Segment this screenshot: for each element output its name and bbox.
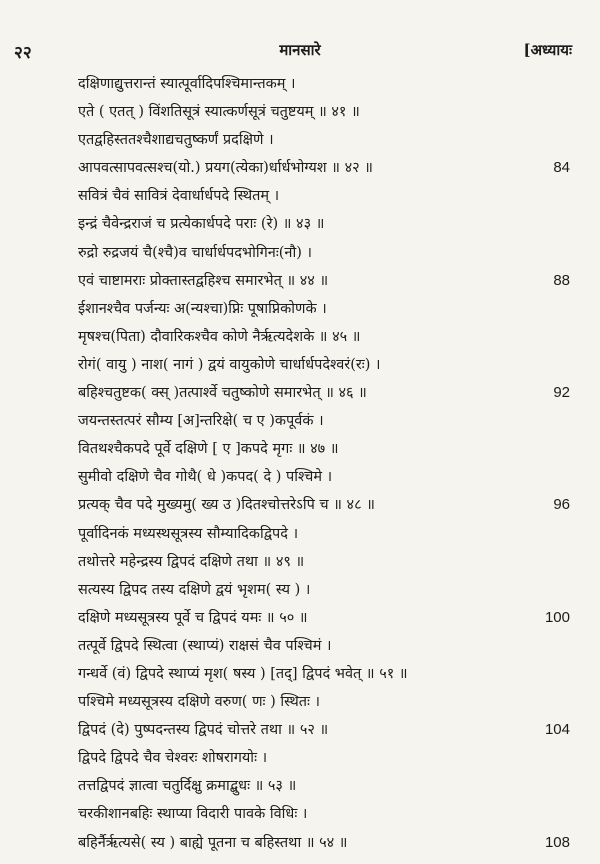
verse-line-text: दक्षिणे मध्यसूत्रस्य पूर्वे च द्विपदं यमः ॥ ५० ॥ bbox=[78, 609, 308, 626]
margin-line-number: 84 bbox=[553, 159, 570, 177]
verse-line-text: तथोत्तरे महेन्द्रस्य द्विपदं दक्षिणे तथा ॥ ४९ ॥ bbox=[78, 553, 305, 570]
verse-line bbox=[0, 688, 600, 716]
verse-line bbox=[0, 829, 600, 857]
verse-line-text: ईशानश्चैव पर्जन्यः अ(न्यश्चा)प्निः पूषाप्निकोणके । bbox=[78, 300, 327, 317]
verse-line-text: एते ( एतत् ) विंशतिसूत्रं स्यात्कर्णसूत्रं चतुष्टयम् ॥ ४१ ॥ bbox=[78, 104, 360, 121]
verse-line bbox=[0, 632, 600, 660]
verse-line-text: चरकीशानबहिः स्थाप्या विदारी पावके विधिः । bbox=[78, 806, 308, 823]
verse-line bbox=[0, 154, 600, 182]
verse-line-text: जयन्तस्तत्परं सौम्य [अ]न्तरिक्षे( च ए )कपूर्वकं । bbox=[78, 413, 324, 430]
verse-line bbox=[0, 491, 600, 519]
verse-line-text: एवं चाष्टामराः प्रोक्तास्तद्वहिश्च समारभेत् ॥ ४४ ॥ bbox=[78, 272, 329, 289]
verse-line bbox=[0, 267, 600, 295]
margin-line-number: 108 bbox=[544, 833, 570, 851]
verse-line-text: मृषश्च(पिता) दौवारिकश्चैव कोणे नैर्ऋत्यदेशके ॥ ४५ ॥ bbox=[78, 328, 361, 345]
verse-line bbox=[0, 98, 600, 126]
verse-line bbox=[0, 463, 600, 491]
verse-line-text: एतद्वहिस्ततश्चैशाद्यचतुष्कर्णं प्रदक्षिणे । bbox=[78, 132, 274, 149]
verse-line bbox=[0, 772, 600, 800]
verse-line bbox=[0, 407, 600, 435]
verse-line-text: तत्तद्विपदं ज्ञात्वा चतुर्दिक्षु क्रमाद्बुधः ॥ ५३ ॥ bbox=[78, 778, 297, 795]
verse-line bbox=[0, 548, 600, 576]
verse-line-text: रुद्रो रुद्रजयं चै(श्चै)व चार्धार्धपदभोगिनः(नौ) । bbox=[78, 244, 313, 261]
margin-line-number: 92 bbox=[553, 384, 570, 402]
verse-line bbox=[0, 660, 600, 688]
verse-line-text: रोगं( वायु ) नाश( नागं ) द्वयं वायुकोणे चार्धार्धपदेश्वरं(रः) । bbox=[78, 356, 381, 373]
margin-line-number: 104 bbox=[544, 721, 570, 739]
verse-line-text: द्विपदं (दे) पुष्पदन्तस्य द्विपदं चोत्तरे तथा ॥ ५२ ॥ bbox=[78, 722, 329, 739]
verse-line-text: वितथश्चैकपदे पूर्वे दक्षिणे [ ए ]कपदे मृगः ॥ ४७ ॥ bbox=[78, 441, 339, 458]
verse-line bbox=[0, 576, 600, 604]
verse-line-text: सवित्रं चैवं सावित्रं देवार्धार्धपदे स्थितम् । bbox=[78, 188, 280, 205]
verse-line bbox=[0, 744, 600, 772]
page-number: २२ bbox=[14, 43, 32, 63]
verse-line-text: प्रत्यक् चैव पदे मुख्यमु( ख्य उ )दितश्चोत्तरेऽपि च ॥ ४८ ॥ bbox=[78, 497, 375, 514]
verse-line bbox=[0, 70, 600, 98]
verse-line-text: गन्धर्वे (वं) द्विपदे स्थाप्यं मृश( षस्य ) [तद्] द्विपदं भवेत् ॥ ५१ ॥ bbox=[78, 665, 408, 682]
margin-line-number: 88 bbox=[553, 271, 570, 289]
verse-line bbox=[0, 800, 600, 828]
verse-line bbox=[0, 182, 600, 210]
verse-line-text: बहिश्चतुष्टक( क्स् )तत्पार्श्वे चतुष्कोणे समारभेत् ॥ ४६ ॥ bbox=[78, 385, 367, 402]
verse-line bbox=[0, 520, 600, 548]
verse-line bbox=[0, 126, 600, 154]
verse-line-text: द्विपदे द्विपदे चैव चेश्वरः शोषरागयोः । bbox=[78, 750, 268, 767]
verse-text-body bbox=[0, 70, 600, 857]
running-title: मानसारे bbox=[279, 41, 321, 59]
margin-line-number: 96 bbox=[553, 496, 570, 514]
verse-line-text: पश्चिमे मध्यसूत्रस्य दक्षिणे वरुण( णः ) स्थितः । bbox=[78, 694, 321, 711]
verse-line bbox=[0, 239, 600, 267]
verse-line bbox=[0, 351, 600, 379]
verse-line-text: आपवत्सापवत्सश्च(यो.) प्रयग(त्येका)र्धार्धभोग्यश ॥ ४२ ॥ bbox=[78, 160, 373, 177]
verse-line bbox=[0, 604, 600, 632]
margin-line-number: 100 bbox=[544, 608, 570, 626]
verse-line-text: सुमीवो दक्षिणे चैव गोथै( धे )कपद( दे ) पश्चिमे । bbox=[78, 469, 333, 486]
verse-line-text: तत्पूर्वे द्विपदे स्थित्वा (स्थाप्यं) राक्षसं चैव पश्चिमं । bbox=[78, 637, 332, 654]
verse-line-text: इन्द्रं चैवेन्द्रराजं च प्रत्येकार्धपदे पराः (रे) ॥ ४३ ॥ bbox=[78, 216, 325, 233]
verse-line-text: पूर्वादिनकं मध्यस्थसूत्रस्य सौम्यादिकद्विपदे । bbox=[78, 525, 299, 542]
verse-line-text: बहिर्नैर्ऋत्यसे( स्य ) बाह्ये पूतना च बहिस्तथा ॥ ५४ ॥ bbox=[78, 834, 348, 851]
verse-line-text: सत्यस्य द्विपद तस्य दक्षिणे द्वयं भृशम( स्य ) । bbox=[78, 581, 311, 598]
verse-line bbox=[0, 716, 600, 744]
verse-line bbox=[0, 295, 600, 323]
verse-line bbox=[0, 435, 600, 463]
page-header bbox=[0, 30, 600, 63]
verse-line-text: दक्षिणाद्युत्तरान्तं स्यात्पूर्वादिपश्चिमान्तकम् । bbox=[78, 76, 296, 92]
verse-line bbox=[0, 323, 600, 351]
verse-line bbox=[0, 379, 600, 407]
chapter-label: [अध्यायः bbox=[523, 41, 572, 59]
verse-line bbox=[0, 210, 600, 238]
